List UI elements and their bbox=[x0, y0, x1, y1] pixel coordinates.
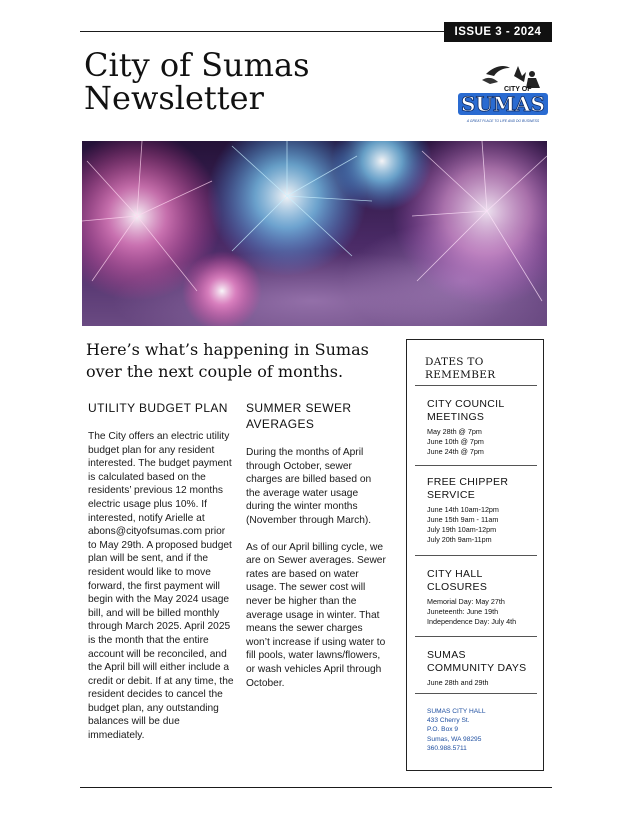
utility-heading: UTILITY BUDGET PLAN bbox=[88, 401, 228, 415]
logo-top-text: CITY OF bbox=[504, 86, 532, 93]
council-date: May 28th @ 7pm bbox=[427, 427, 482, 436]
contact-line: P.O. Box 9 bbox=[427, 726, 459, 734]
utility-budget-article bbox=[88, 400, 236, 756]
city-hall-closures bbox=[427, 568, 541, 627]
bottom-rule bbox=[80, 787, 552, 788]
intro-heading: Here’s what’s happening in Sumas over the next couple of months. bbox=[86, 340, 369, 381]
community-days bbox=[427, 649, 541, 688]
city-logo bbox=[454, 60, 550, 124]
issue-badge: ISSUE 3 - 2024 bbox=[444, 22, 552, 42]
closure-date: Juneteenth: June 19th bbox=[427, 607, 499, 616]
contact-line: SUMAS CITY HALL bbox=[427, 708, 486, 715]
sewer-heading-line-2: AVERAGES bbox=[246, 417, 315, 431]
chipper-service bbox=[427, 476, 541, 545]
community-date: June 28th and 29th bbox=[427, 678, 489, 687]
city-hall-contact bbox=[427, 707, 486, 753]
closure-date: Memorial Day: May 27th bbox=[427, 597, 505, 606]
chipper-date: July 20th 9am-11pm bbox=[427, 535, 492, 544]
sidebar-heading bbox=[425, 356, 495, 382]
title-line-1: City of Sumas bbox=[84, 46, 310, 84]
sewer-para-1: During the months of April through October, sewer charges are billed based on the average water usage during the winter months (November through March). bbox=[246, 447, 372, 526]
sidebar-divider bbox=[415, 385, 537, 386]
dates-sidebar bbox=[406, 339, 544, 771]
chipper-date: June 15th 9am - 11am bbox=[427, 515, 499, 524]
chipper-date: June 14th 10am-12pm bbox=[427, 505, 499, 514]
title-line-2: Newsletter bbox=[84, 79, 264, 117]
contact-phone[interactable]: 360.988.5711 bbox=[427, 744, 467, 752]
utility-body: The City offers an electric utility budget plan for any resident interested. The budget payment is calculated based on the residents’ previous 12 months electric usage plus 10%. If interested, notify Arielle at abons@cityofsumas.com prior to May 29th. A proposed budget plan will be sent, and if the resident would like to move forward, the first payment will begin with the May 2024 usage bill, and will be billed monthly through March 2025. April 2025 is the month that the entire account will be reconciled, and the April bill will either include a credit or debit. If at any time, the resident decides to cancel the budget plan, any outstanding balances will be due immediately. bbox=[88, 431, 234, 742]
council-date: June 10th @ 7pm bbox=[427, 437, 484, 446]
closure-date: Independence Day: July 4th bbox=[427, 617, 517, 626]
logo-name: SUMAS bbox=[461, 92, 545, 116]
sidebar-divider bbox=[415, 636, 537, 637]
sewer-para-2: As of our April billing cycle, we are on Sewer averages. Sewer rates are based on water usage. The sewer cost will never be higher than the average usage in winter. That means the sewer charges won’t increase if using water to fill pools, water lawns/flowers, or wash vehicles April through October. bbox=[246, 541, 386, 689]
sidebar-heading-line-2: REMEMBER bbox=[425, 369, 496, 381]
closures-title: CITY HALL CLOSURES bbox=[427, 568, 488, 593]
sidebar-divider bbox=[415, 555, 537, 556]
fireworks-image bbox=[82, 141, 547, 326]
council-meetings bbox=[427, 398, 541, 457]
sidebar-divider bbox=[415, 693, 537, 694]
contact-line: Sumas, WA 98295 bbox=[427, 735, 482, 743]
contact-line: 433 Cherry St. bbox=[427, 717, 470, 725]
sewer-averages-article bbox=[246, 400, 388, 703]
sidebar-heading-line-1: DATES TO bbox=[425, 356, 484, 368]
council-date: June 24th @ 7pm bbox=[427, 447, 484, 456]
sidebar-divider bbox=[415, 465, 537, 466]
community-title: SUMAS COMMUNITY DAYS bbox=[427, 649, 527, 674]
council-title: CITY COUNCIL MEETINGS bbox=[427, 398, 505, 423]
sewer-heading bbox=[246, 400, 388, 432]
logo-tagline: A GREAT PLACE TO LIFE AND DO BUSINESS bbox=[466, 119, 540, 123]
newsletter-title bbox=[84, 46, 310, 117]
sewer-heading-line-1: SUMMER SEWER bbox=[246, 401, 352, 415]
chipper-title: FREE CHIPPER SERVICE bbox=[427, 476, 509, 501]
chipper-date: July 19th 10am-12pm bbox=[427, 525, 497, 534]
